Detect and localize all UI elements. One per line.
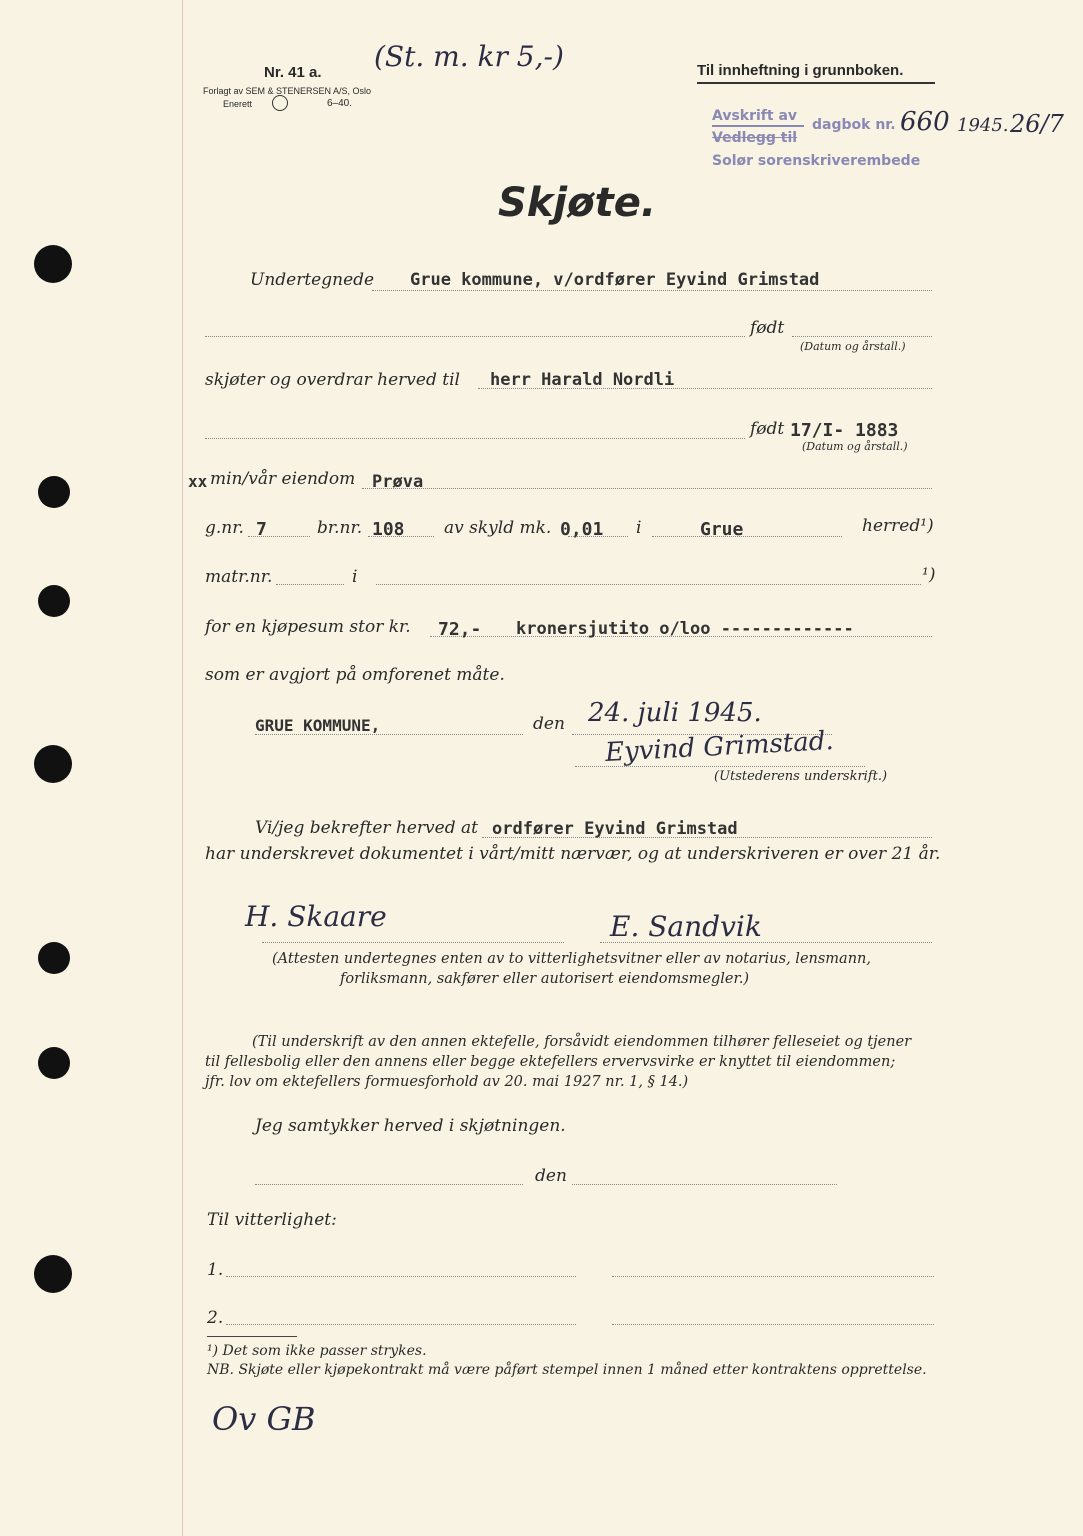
eiendom-value: Prøva <box>372 472 424 492</box>
grantor-birth-line <box>792 336 932 337</box>
footnote-2: NB. Skjøte eller kjøpekontrakt må være påført stempel innen 1 måned etter kontraktens opprettelse. <box>207 1362 927 1378</box>
grantee-fodt-label: født <box>750 419 785 439</box>
stamp-date: 26/7 <box>1010 110 1064 138</box>
binding-note: Til innheftning i grunnboken. <box>697 62 904 79</box>
brnr-value: 108 <box>372 519 405 540</box>
punch-hole <box>34 745 72 783</box>
datum-hint: (Datum og årstall.) <box>800 340 906 353</box>
bottom-initials: Ov GB <box>212 1400 316 1438</box>
gnr-value: 7 <box>256 519 267 540</box>
binding-underline <box>697 82 935 84</box>
witness-2-line-a <box>226 1324 576 1325</box>
margin-line <box>182 0 183 1536</box>
herred-line <box>652 536 842 537</box>
date-handwritten: 24. juli 1945. <box>588 698 762 728</box>
punch-hole <box>38 1047 70 1079</box>
matr-line <box>276 584 344 585</box>
skyld-label: av skyld mk. <box>444 518 552 538</box>
footnote-rule <box>207 1336 297 1337</box>
witness-line1-value: ordfører Eyvind Grimstad <box>492 819 738 839</box>
witness-note-1: (Attesten undertegnes enten av to vitterlighetsvitner eller av notarius, lensmann, <box>272 951 871 967</box>
stamp-avskrift: Avskrift av <box>712 108 798 124</box>
price-words: kronersjutito o/loo ------------- <box>516 619 854 639</box>
form-number: Nr. 41 a. <box>264 64 322 81</box>
stamp-vedlegg: Vedlegg til <box>712 130 798 146</box>
fodt-label: født <box>750 318 785 338</box>
spouse-note-2: til fellesbolig eller den annens eller begge ektefellers ervervsvirke er knyttet til eiendommen; <box>205 1054 896 1070</box>
witness-1-line-a <box>226 1276 576 1277</box>
place-line <box>255 734 523 735</box>
gnr-label: g.nr. <box>205 518 244 538</box>
grantee-born-value: 17/I- 1883 <box>790 420 899 441</box>
herred-label: herred¹) <box>862 516 934 536</box>
punch-hole <box>34 1255 72 1293</box>
vitterlighet-label: Til vitterlighet: <box>207 1210 337 1230</box>
matr-place-line <box>376 584 921 585</box>
signature-line <box>575 766 865 767</box>
undertegnede-label: Undertegnede <box>250 270 375 290</box>
witness-1-line-b <box>612 1276 934 1277</box>
matr-end: ¹) <box>922 565 936 585</box>
punch-hole <box>38 476 70 508</box>
stamp-number: 660 <box>900 107 950 137</box>
i-label: i <box>636 518 642 538</box>
witness-2-line-b <box>612 1324 934 1325</box>
eiendom-prefix: xx <box>188 472 208 491</box>
den-label: den <box>533 714 565 734</box>
stamp-year: 1945. <box>957 115 1009 136</box>
grantor-signature: Eyvind Grimstad. <box>604 726 835 768</box>
witness-2-label: 2. <box>207 1308 224 1328</box>
place-value: GRUE KOMMUNE, <box>255 716 381 735</box>
consent-date-line <box>572 1184 837 1185</box>
witness-note-2: forliksmann, sakfører eller autorisert eiendomsmegler.) <box>340 971 750 987</box>
eiendom-line <box>362 488 932 489</box>
herred-value: Grue <box>700 519 744 540</box>
witness-line1-label: Vi/jeg bekrefter herved at <box>255 818 478 838</box>
price-label: for en kjøpesum stor kr. <box>205 617 411 637</box>
eiendom-label: min/vår eiendom <box>210 469 356 489</box>
handwritten-stamp-duty: (St. m. kr 5,-) <box>374 40 564 73</box>
matr-label: matr.nr. <box>205 567 273 587</box>
stamp-office: Solør sorenskriverembede <box>712 153 921 169</box>
punch-hole <box>38 942 70 974</box>
grantor-value: Grue kommune, v/ordfører Eyvind Grimstad <box>410 270 820 290</box>
stamp-dagbok: dagbok nr. <box>812 117 896 133</box>
spouse-note-3: jfr. lov om ektefellers formuesforhold av 20. mai 1927 nr. 1, § 14.) <box>205 1074 689 1090</box>
publisher-line: Forlagt av SEM & STENERSEN A/S, Oslo <box>203 86 372 96</box>
grantee-datum-hint: (Datum og årstall.) <box>802 440 908 453</box>
price-value: 72,- <box>438 619 482 640</box>
spouse-note-1: (Til underskrift av den annen ektefelle, forsåvidt eiendommen tilhører felleseiet og tjener <box>252 1034 912 1050</box>
brnr-label: br.nr. <box>317 518 363 538</box>
publisher-logo <box>272 95 288 111</box>
publisher-date: 6–40. <box>327 98 353 109</box>
grantee-line-2 <box>205 438 745 439</box>
witness-1-label: 1. <box>207 1260 224 1280</box>
consent-den-label: den <box>535 1166 567 1186</box>
punch-hole <box>38 585 70 617</box>
skyld-value: 0,01 <box>560 519 604 540</box>
consent-text: Jeg samtykker herved i skjøtningen. <box>255 1116 566 1136</box>
grantor-line <box>372 290 932 291</box>
witness-signature-2: E. Sandvik <box>610 910 762 943</box>
settled-text: som er avgjort på omforenet måte. <box>205 665 505 685</box>
witness-signature-1: H. Skaare <box>245 900 387 933</box>
footnote-1: ¹) Det som ikke passer strykes. <box>207 1343 427 1359</box>
punch-hole <box>34 245 72 283</box>
witness-sign-line-2 <box>600 942 932 943</box>
matr-i-label: i <box>352 567 358 587</box>
document-title: Skjøte. <box>498 180 657 226</box>
witness-sign-line-1 <box>262 942 564 943</box>
grantee-value: herr Harald Nordli <box>490 370 675 390</box>
transfer-label: skjøter og overdrar herved til <box>205 370 460 390</box>
consent-place-line <box>255 1184 523 1185</box>
signature-hint: (Utstederens underskrift.) <box>714 769 888 784</box>
grantor-line-2 <box>205 336 745 337</box>
stamp-strike <box>712 125 804 127</box>
witness-line2: har underskrevet dokumentet i vårt/mitt nærvær, og at underskriveren er over 21 år. <box>205 844 941 864</box>
publisher-enerett: Enerett <box>223 99 253 109</box>
